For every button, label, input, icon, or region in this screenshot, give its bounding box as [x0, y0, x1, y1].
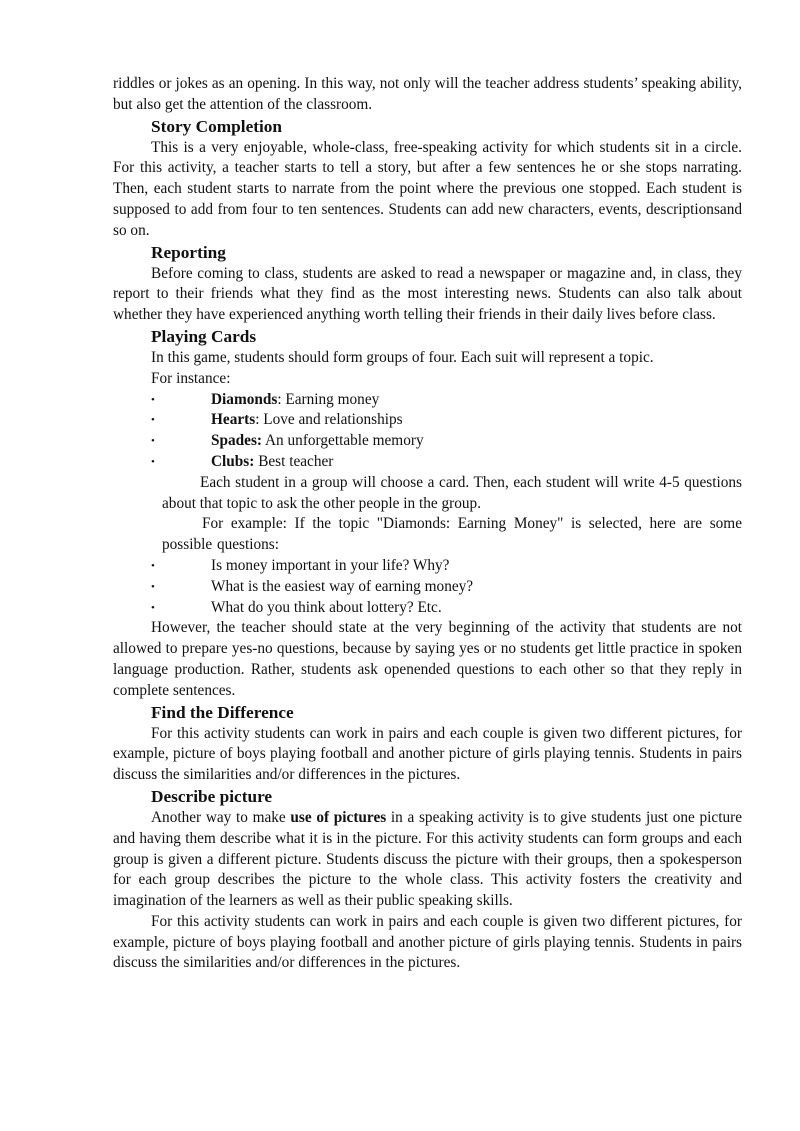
question-text: What do you think about lottery? Etc. [211, 598, 442, 616]
playing-cards-intro: In this game, students should form groups of four. Each suit will represent a topic. [151, 348, 654, 366]
heading-find-the-difference: Find the Difference [151, 702, 294, 722]
question-list-item [113, 577, 742, 598]
intro-paragraph-tail: riddles or jokes as an opening. In this way, not only will the teacher address students’ speaking ability, but also get the attention of the classroom. [113, 75, 742, 113]
suit-separator: : [277, 390, 286, 408]
suit-name: Spades: [211, 432, 263, 450]
bullet-icon: • [151, 455, 155, 468]
bullet-icon: • [151, 393, 155, 406]
playing-cards-for-instance: For instance: [151, 369, 231, 387]
bullet-icon: • [151, 601, 155, 614]
suit-topic: Earning money [285, 390, 380, 408]
bullet-icon: • [151, 559, 155, 572]
describe-bold-phrase: use of pictures [290, 808, 387, 826]
suit-topic: Best teacher [258, 452, 334, 470]
bullet-icon: • [151, 414, 155, 427]
question-list-item [113, 556, 742, 577]
question-text: Is money important in your life? Why? [211, 556, 450, 574]
question-list-item [113, 598, 742, 619]
reporting-paragraph: Before coming to class, students are asked to read a newspaper or magazine and, in class, they report to their friends what they find as the most interesting news. Students can also talk about whether they have experienced anything worth telling their friends in their daily lives before class. [113, 264, 742, 324]
bullet-icon: • [151, 580, 155, 593]
find-the-difference-paragraph: For this activity students can work in pairs and each couple is given two different pictures, for example, picture of boys playing football and another picture of girls playing tennis. Students in pairs discuss the similarities and/or differences in the pictures. [113, 724, 742, 784]
each-student-paragraph: Each student in a group will choose a card. Then, each student will write 4-5 questions about that topic to ask the other people in the group. [162, 473, 742, 512]
suit-topic: An unforgettable memory [265, 432, 424, 450]
heading-reporting: Reporting [151, 242, 226, 262]
bullet-icon: • [151, 435, 155, 448]
example-paragraph: For example: If the topic "Diamonds: Earning Money" is selected, here are some possible questions: [162, 515, 742, 554]
describe-text-rest: in a speaking activity is to give students just one picture and having them describe what it is in the picture. For this activity students can form groups and each group is given a different picture. Students discuss the picture with their groups, then a spokesperson for each group describes the picture to the whole class. This activity fosters the creativity and imagination of the learners as well as their public speaking skills. [113, 808, 742, 910]
page-content [113, 74, 742, 974]
suit-topic: Love and relationships [263, 411, 403, 429]
heading-describe-picture: Describe picture [151, 786, 273, 806]
suit-list-item [113, 431, 742, 452]
suit-separator: : [255, 411, 264, 429]
however-paragraph: However, the teacher should state at the very beginning of the activity that students are not allowed to prepare yes-no questions, because by saying yes or no students get little practice in spoken language production. Rather, students ask openended questions to each other so that they reply in complete sentences. [113, 619, 742, 699]
describe-text-start: Another way to make [151, 808, 291, 826]
describe-picture-paragraph-2: For this activity students can work in pairs and each couple is given two different pictures, for example, picture of boys playing football and another picture of girls playing tennis. Students in pairs discuss the similarities and/or differences in the pictures. [113, 912, 742, 972]
question-text: What is the easiest way of earning money? [211, 577, 474, 595]
suit-name: Diamonds [211, 390, 278, 408]
suit-list-item [113, 410, 742, 431]
suit-list-item [113, 452, 742, 473]
suit-name: Hearts [211, 411, 256, 429]
heading-story-completion: Story Completion [151, 116, 283, 136]
suit-name: Clubs: [211, 452, 255, 470]
suit-list-item [113, 390, 742, 411]
describe-picture-paragraph [113, 808, 742, 912]
story-completion-paragraph: This is a very enjoyable, whole-class, free-speaking activity for which students sit in a circle. For this activity, a teacher starts to tell a story, but after a few sentences he or she stops narrating. Then, each student starts to narrate from the point where the previous one stopped. Each student is supposed to add from four to ten sentences. Students can add new characters, events, descriptionsand so on. [113, 138, 742, 239]
heading-playing-cards: Playing Cards [151, 326, 257, 346]
